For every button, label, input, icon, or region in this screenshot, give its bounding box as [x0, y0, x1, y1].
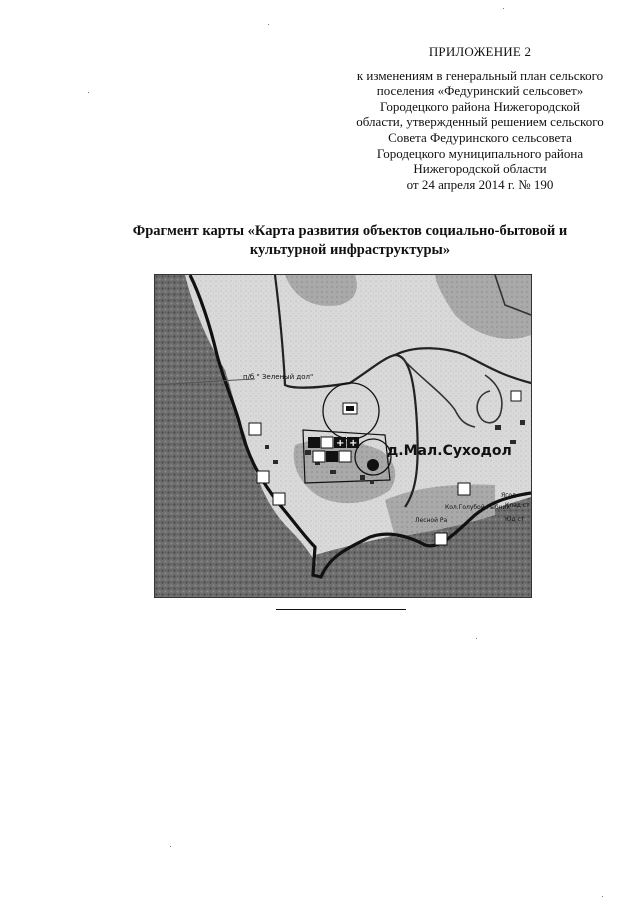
- appendix-line: Совета Федуринского сельсовета: [388, 129, 572, 145]
- appendix-block: [330, 44, 630, 192]
- south-label: Лесной Ра: [415, 517, 448, 524]
- appendix-line: Городецкого района Нижегородской: [379, 98, 580, 114]
- appendix-line: области, утвержденный решением сельского: [356, 114, 604, 130]
- garden-label: Кол.Голубой Рыбник: [445, 504, 511, 511]
- settlement-label: д.Мал.Суходол: [387, 443, 512, 459]
- camp-label: п/б " Зеленый дол": [243, 373, 314, 381]
- scan-speck: [476, 638, 477, 639]
- scan-speck: [602, 896, 603, 897]
- appendix-line: к изменениям в генеральный план сельского: [356, 67, 604, 83]
- svg-text:+: +: [336, 438, 345, 449]
- scan-speck: [170, 846, 171, 847]
- east-label: Юд ст: [505, 516, 525, 523]
- appendix-line: Городецкого муниципального района: [376, 145, 584, 161]
- appendix-line: от 24 апреля 2014 г. № 190: [406, 176, 554, 192]
- document-title: [80, 222, 620, 260]
- separator-line: [276, 609, 406, 610]
- svg-text:+: +: [349, 438, 358, 449]
- title-line-1: Фрагмент карты «Карта развития объектов социально-бытовой и: [132, 223, 568, 239]
- scan-speck: [268, 24, 269, 25]
- scan-speck: [88, 92, 89, 93]
- scan-speck: [503, 8, 504, 9]
- east-label: Ягод: [501, 492, 517, 499]
- map-fragment: [154, 274, 532, 598]
- appendix-header: ПРИЛОЖЕНИЕ 2: [428, 44, 532, 59]
- title-line-2: культурной инфраструктуры»: [249, 242, 451, 258]
- appendix-line: поселения «Федуринский сельсовет»: [376, 83, 584, 99]
- appendix-line: Нижегородской области: [413, 161, 547, 177]
- east-label: Клад ст: [505, 502, 530, 509]
